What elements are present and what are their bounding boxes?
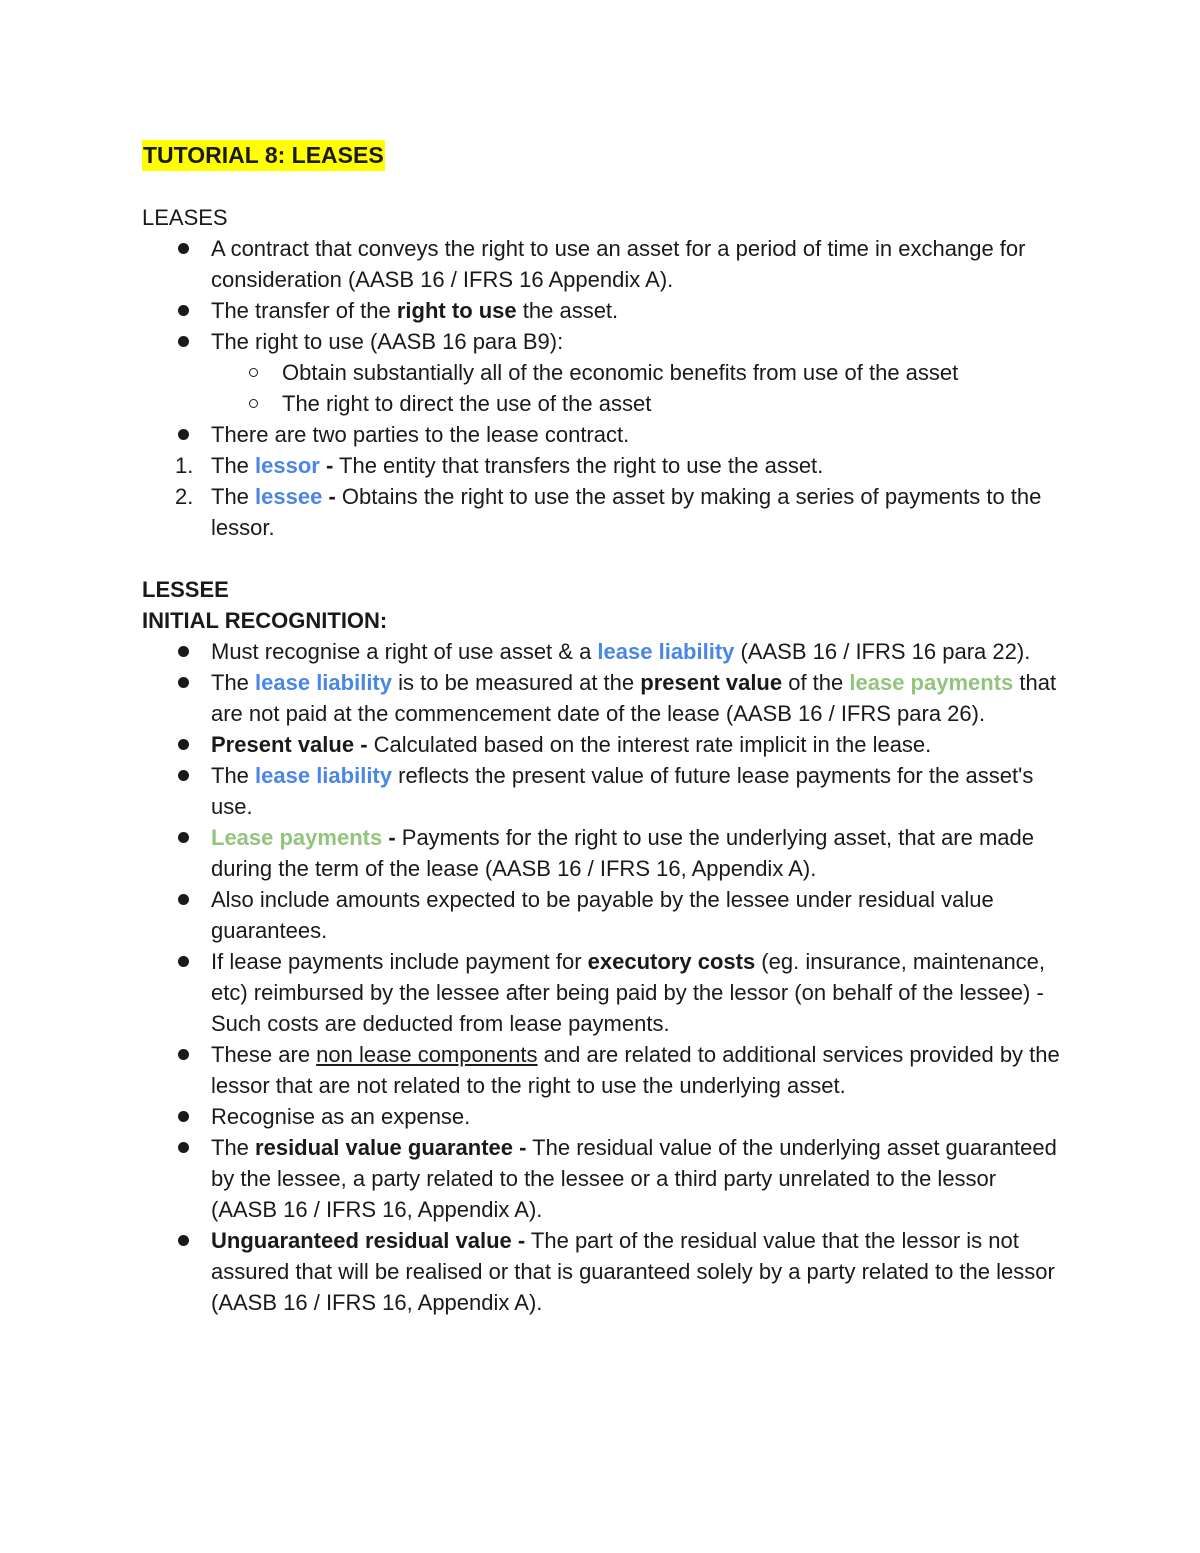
term-lease-payments: lease payments [849,670,1014,695]
section-heading-lessee: LESSEE [142,577,229,602]
document-page [142,140,1062,1318]
bullet-item [142,1101,1062,1132]
bullet-item: The lease liability reflects the present value of future lease payments for the asset's use. [142,760,1062,822]
term-lessee: lessee [255,484,323,509]
bullet-item: The lease liability is to be measured at the present value of the lease payments that are not paid at the commencement date of the lease (AASB 16 / IFRS para 26). [142,667,1062,729]
underlined-term: non lease components [316,1042,538,1067]
bullet-item: These are non lease components and are related to additional services provided by the lessor that are not related to the right to use the underlying asset. [142,1039,1062,1101]
bullet-item: Unguaranteed residual value - The part of the residual value that the lessor is not assured that will be realised or that is guaranteed solely by a party related to the lessor (AASB 16 / IFRS 16, Appendix A). [142,1225,1062,1318]
term-lease-liability: lease liability [255,763,392,788]
sub-bullet-item [142,388,1062,419]
bullet-text: Recognise as an expense. [211,1104,471,1129]
numbered-item: 2. The lessee - Obtains the right to use the asset by making a series of payments to the lessor. [142,481,1062,543]
bold-term: executory costs [587,949,756,974]
bold-term: Present value - [211,732,368,757]
bold-term: residual value guarantee - [255,1135,527,1160]
bullet-text: There are two parties to the lease contract. [211,422,630,447]
bullet-item: Present value - Calculated based on the interest rate implicit in the lease. [142,729,1062,760]
bold-term: present value [640,670,783,695]
bullet-text: Also include amounts expected to be payable by the lessee under residual value guarantees. [211,887,994,943]
bullet-item: The transfer of the right to use the asset. [142,295,1062,326]
list-number: 2. [175,484,194,509]
bullet-item [142,419,1062,450]
bullet-text: A contract that conveys the right to use an asset for a period of time in exchange for consideration (AASB 16 / IFRS 16 Appendix A). [211,236,1026,292]
sub-bullet-item [142,357,1062,388]
bold-term: Unguaranteed residual value - [211,1228,526,1253]
title-line [142,140,1062,171]
sub-bullet-text: Obtain substantially all of the economic benefits from use of the asset [282,360,959,385]
term-lease-liability: lease liability [597,639,735,664]
bullet-item [142,326,1062,357]
bullet-item: The residual value guarantee - The residual value of the underlying asset guaranteed by the lessee, a party related to the lessee or a third party unrelated to the lessor (AASB 16 / IFRS 16, Appendix A). [142,1132,1062,1225]
spacer [142,171,1062,202]
bullet-item: If lease payments include payment for executory costs (eg. insurance, maintenance, etc) reimbursed by the lessee after being paid by the lessor (on behalf of the lessee) - Such costs are deducted from lease payments. [142,946,1062,1039]
bullet-item [142,884,1062,946]
sub-bullet-text: The right to direct the use of the asset [282,391,652,416]
term-lease-liability: lease liability [255,670,392,695]
numbered-item: 1. The lessor - The entity that transfers the right to use the asset. [142,450,1062,481]
bullet-item: Must recognise a right of use asset & a lease liability (AASB 16 / IFRS 16 para 22). [142,636,1062,667]
bold-term: right to use [396,298,517,323]
bullet-text: The right to use (AASB 16 para B9): [211,329,564,354]
document-title: TUTORIAL 8: LEASES [142,140,385,171]
term-lessor: lessor [255,453,320,478]
term-lease-payments: Lease payments [211,825,383,850]
list-number: 1. [175,453,194,478]
bullet-item: Lease payments - Payments for the right to use the underlying asset, that are made during the term of the lease (AASB 16 / IFRS 16, Appendix A). [142,822,1062,884]
spacer [142,543,1062,574]
section-heading-leases: LEASES [142,205,228,230]
subheading-initial-recognition: INITIAL RECOGNITION: [142,608,388,633]
bullet-item [142,233,1062,295]
